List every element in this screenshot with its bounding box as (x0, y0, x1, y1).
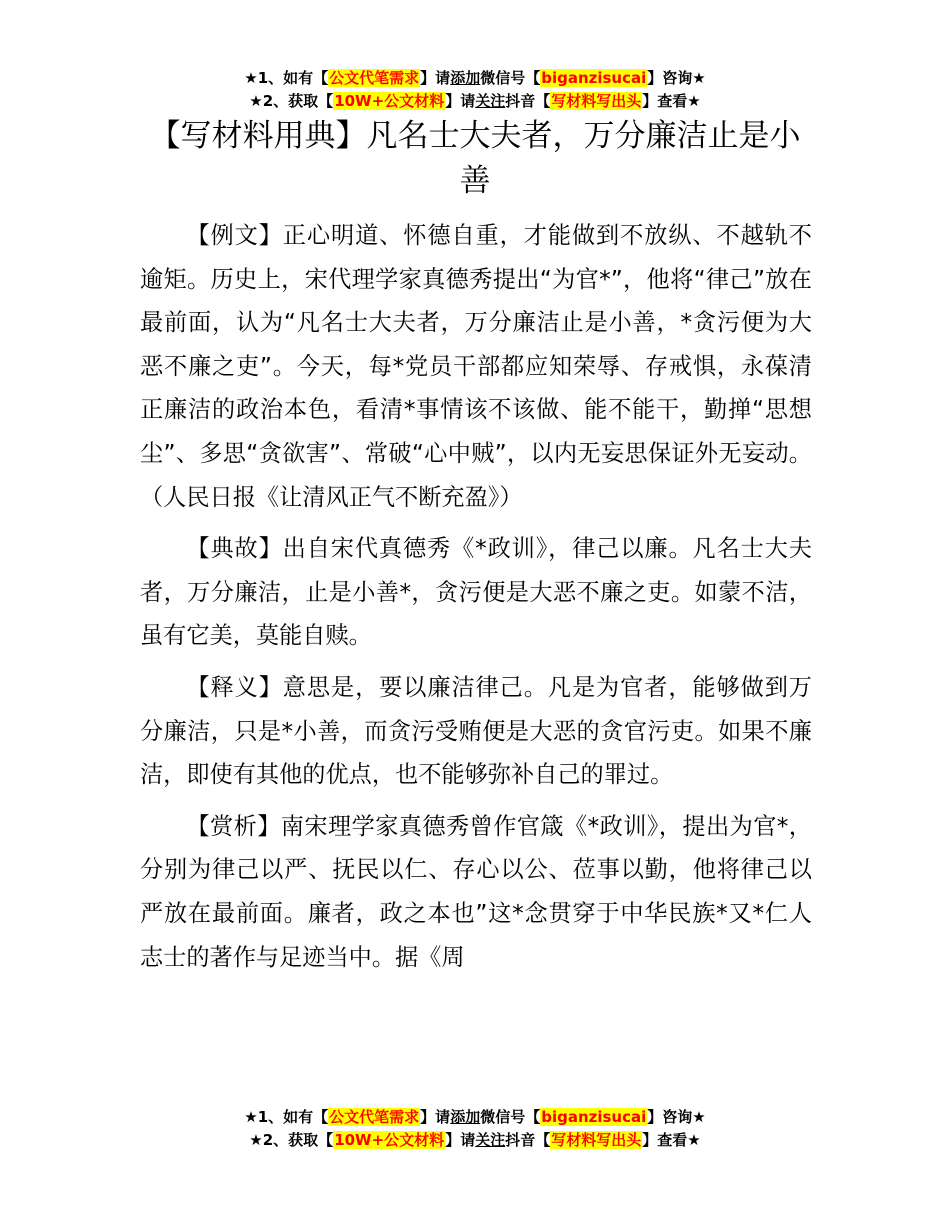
promo-line-2 (0, 1129, 950, 1152)
promo-footer (0, 1106, 950, 1152)
promo-highlight-wechat: biganzisucai (541, 1108, 647, 1126)
promo-text: 微信号【 (480, 1108, 541, 1126)
promo-text: ★2、获取【 (249, 1131, 334, 1149)
promo-highlight-materials: 10W+公文材料 (334, 92, 445, 110)
promo-text: ★1、如有【 (244, 69, 329, 87)
promo-text: 】请 (420, 69, 451, 87)
promo-highlight-douyin: 写材料写出头 (551, 92, 642, 110)
promo-text: 】查看★ (642, 1131, 701, 1149)
promo-header (0, 67, 950, 113)
promo-text: 】请 (445, 1131, 476, 1149)
paragraph-meaning: 【释义】意思是，要以廉洁律己。凡是为官者，能够做到万分廉洁，只是*小善，而贪污受贿便是大恶的贪官污吏。如果不廉洁，即使有其他的优点，也不能够弥补自己的罪过。 (140, 673, 812, 789)
promo-text: ★2、获取【 (249, 92, 334, 110)
promo-emphasis: 关注 (475, 1131, 506, 1149)
promo-text: 抖音【 (505, 1131, 551, 1149)
promo-highlight-materials: 10W+公文材料 (334, 1131, 445, 1149)
promo-text: 】请 (420, 1108, 451, 1126)
promo-text: 】请 (445, 92, 476, 110)
promo-line-1 (0, 67, 950, 90)
promo-emphasis: 添加 (450, 1108, 481, 1126)
paragraph-allusion: 【典故】出自宋代真德秀《*政训》，律己以廉。凡名士大夫者，万分廉洁，止是小善*，贪污便是大恶不廉之吏。如蒙不洁，虽有它美，莫能自赎。 (140, 535, 812, 650)
promo-text: 微信号【 (480, 69, 541, 87)
promo-emphasis: 添加 (450, 69, 481, 87)
promo-text: 抖音【 (505, 92, 551, 110)
promo-text: ★1、如有【 (244, 1108, 329, 1126)
promo-text: 】咨询★ (647, 69, 706, 87)
document-title: 【写材料用典】凡名士大夫者，万分廉洁止是小善 (149, 118, 801, 199)
promo-highlight-service: 公文代笔需求 (329, 69, 420, 87)
paragraph-appreciation: 【赏析】南宋理学家真德秀曾作官箴《*政训》，提出为官*，分别为律己以严、抚民以仁、存心以公、莅事以勤，他将律己以严放在最前面。廉者，政之本也”这*念贯穿于中华民族*又*仁人志士的著作与足迹当中。据《周 (140, 812, 812, 971)
promo-line-2 (0, 90, 950, 113)
paragraph-example: 【例文】正心明道、怀德自重，才能做到不放纵、不越轨不逾矩。历史上，宋代理学家真德秀提出“为官*”，他将“律己”放在最前面，认为“凡名士大夫者，万分廉洁止是小善，*贪污便为大恶不廉之吏”。今天，每*党员干部都应知荣辱、存戒惧，永葆清正廉洁的政治本色，看清*事情该不该做、能不能干，勤掸“思想尘”、多思“贪欲害”、常破“心中贼”，以内无妄思保证外无妄动。（人民日报《让清风正气不断充盈》） (140, 222, 812, 511)
promo-highlight-wechat: biganzisucai (541, 69, 647, 87)
document-body (140, 214, 812, 987)
promo-highlight-douyin: 写材料写出头 (551, 1131, 642, 1149)
promo-emphasis: 关注 (475, 92, 506, 110)
promo-line-1 (0, 1106, 950, 1129)
promo-highlight-service: 公文代笔需求 (329, 1108, 420, 1126)
promo-text: 】咨询★ (647, 1108, 706, 1126)
promo-text: 】查看★ (642, 92, 701, 110)
